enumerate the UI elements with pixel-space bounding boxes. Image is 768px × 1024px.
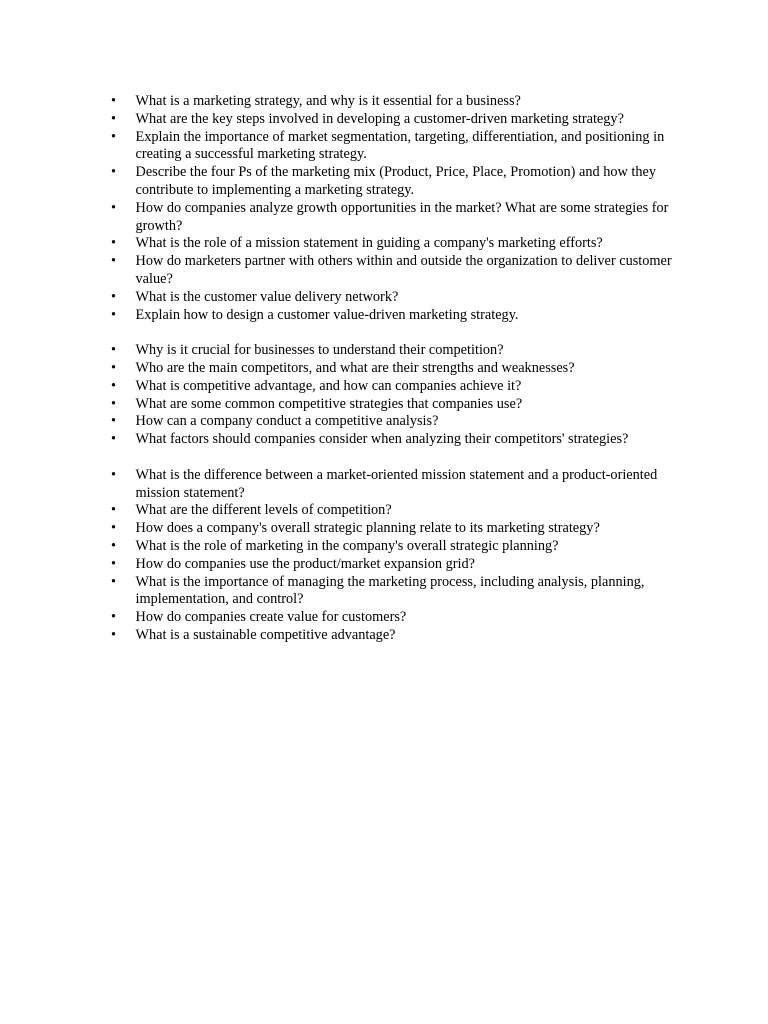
- list-item: [111, 307, 686, 325]
- list-item: [111, 164, 686, 200]
- list-item: [111, 609, 686, 627]
- question-text: How do marketers partner with others within and outside the organization to deliver customer value?: [135, 253, 672, 287]
- list-item: [111, 627, 686, 645]
- bullet-icon: •: [111, 128, 117, 145]
- bullet-icon: •: [111, 502, 117, 519]
- list-item: [111, 574, 686, 610]
- list-item: [111, 289, 686, 307]
- bullet-icon: •: [111, 288, 117, 305]
- question-text: What is a marketing strategy, and why is it essential for a business?: [135, 93, 521, 109]
- bullet-icon: •: [111, 466, 117, 483]
- list-item: [111, 413, 686, 431]
- bullet-icon: •: [111, 537, 117, 554]
- list-item: [111, 520, 686, 538]
- list-item: [111, 502, 686, 520]
- question-text: Explain the importance of market segmentation, targeting, differentiation, and positioning in creating a successful marketing strategy.: [135, 128, 665, 163]
- list-item: [111, 253, 686, 289]
- bullet-icon: •: [111, 431, 117, 448]
- question-list-competition: [111, 342, 686, 449]
- question-text: Explain how to design a customer value-driven marketing strategy.: [135, 306, 519, 323]
- bullet-icon: •: [111, 164, 117, 181]
- bullet-icon: •: [111, 520, 117, 537]
- question-list-planning: [111, 467, 686, 645]
- list-item: [111, 200, 686, 236]
- question-text: What is the role of a mission statement in guiding a company's marketing efforts?: [135, 235, 603, 252]
- question-text: What is the importance of managing the marketing process, including analysis, planning, implementation, and control?: [135, 573, 645, 608]
- bullet-icon: •: [111, 199, 117, 216]
- question-text: How do companies create value for customers?: [135, 609, 407, 626]
- question-text: What is competitive advantage, and how can companies achieve it?: [135, 377, 522, 394]
- bullet-icon: •: [111, 235, 117, 252]
- bullet-icon: •: [111, 253, 117, 270]
- list-item: [111, 93, 686, 111]
- question-text: What is the difference between a market-oriented mission statement and a product-oriented mission statement?: [135, 466, 658, 501]
- question-text: How can a company conduct a competitive analysis?: [135, 413, 439, 430]
- list-item: [111, 538, 686, 556]
- question-text: How do companies use the product/market expansion grid?: [135, 555, 475, 572]
- list-item: [111, 378, 686, 396]
- bullet-icon: •: [111, 395, 117, 412]
- bullet-icon: •: [111, 110, 117, 127]
- question-text: How do companies analyze growth opportunities in the market? What are some strategies for growth?: [135, 199, 669, 234]
- question-text: How does a company's overall strategic planning relate to its marketing strategy?: [135, 520, 600, 537]
- bullet-icon: •: [111, 306, 117, 323]
- list-item: [111, 342, 686, 360]
- list-item: [111, 111, 686, 129]
- question-text: What is the role of marketing in the company's overall strategic planning?: [135, 537, 559, 554]
- bullet-icon: •: [111, 609, 117, 626]
- list-item: [111, 467, 686, 503]
- question-text: What are some common competitive strategies that companies use?: [135, 395, 523, 412]
- bullet-icon: •: [111, 359, 117, 376]
- bullet-icon: •: [111, 573, 117, 590]
- list-item: [111, 129, 686, 165]
- bullet-icon: •: [111, 377, 117, 394]
- question-text: Describe the four Ps of the marketing mix (Product, Price, Place, Promotion) and how they contribute to implementing a marketing strategy.: [135, 164, 657, 198]
- question-text: What are the different levels of competition?: [135, 502, 392, 519]
- bullet-icon: •: [111, 413, 117, 430]
- list-item: [111, 360, 686, 378]
- document-body: [111, 93, 686, 645]
- question-text: What is the customer value delivery network?: [135, 288, 399, 305]
- list-item: [111, 556, 686, 574]
- list-item: [111, 235, 686, 253]
- bullet-icon: •: [111, 342, 117, 359]
- question-list-strategy: [111, 93, 686, 324]
- bullet-icon: •: [111, 93, 117, 109]
- question-text: Who are the main competitors, and what are their strengths and weaknesses?: [135, 359, 575, 376]
- bullet-icon: •: [111, 555, 117, 572]
- bullet-icon: •: [111, 626, 117, 643]
- question-text: What are the key steps involved in developing a customer-driven marketing strategy?: [135, 110, 624, 127]
- question-text: What is a sustainable competitive advantage?: [135, 626, 396, 643]
- question-text: Why is it crucial for businesses to understand their competition?: [135, 342, 504, 359]
- question-text: What factors should companies consider when analyzing their competitors' strategies?: [135, 431, 629, 448]
- list-item: [111, 431, 686, 449]
- list-item: [111, 396, 686, 414]
